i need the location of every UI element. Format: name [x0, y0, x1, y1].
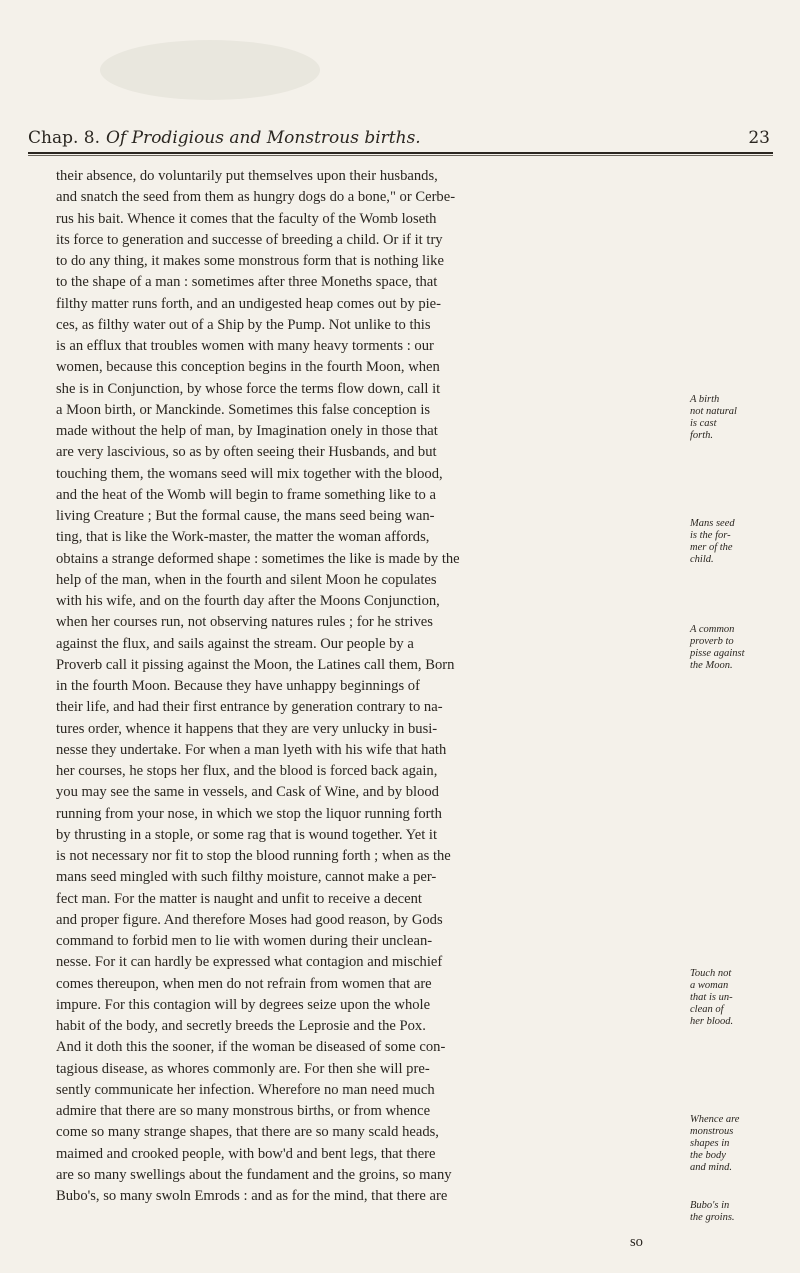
- body-line: ces, as filthy water out of a Ship by the Pump. Not unlike to this: [56, 316, 431, 333]
- body-line: living Creature ; But the formal cause, the mans seed being wan-: [56, 508, 435, 524]
- body-line: Proverb call it pissing against the Moon, the Latines call them, Born: [56, 656, 455, 673]
- body-line: Bubo's, so many swoln Emrods : and as for the mind, that there are: [56, 1188, 448, 1204]
- margin-note-line: the groins.: [690, 1212, 735, 1223]
- margin-note-proverb: [690, 624, 790, 672]
- body-line: touching them, the womans seed will mix together with the blood,: [56, 465, 443, 482]
- body-line: rus his bait. Whence it comes that the faculty of the Womb loseth: [56, 210, 437, 227]
- paper-stain: [100, 40, 320, 100]
- body-line: you may see the same in vessels, and Cask of Wine, and by blood: [56, 784, 439, 801]
- running-title: Of Prodigious and Monstrous births.: [106, 128, 421, 148]
- margin-note-bubo: [690, 1200, 790, 1224]
- margin-note-line: clean of: [690, 1004, 724, 1015]
- body-line: to do any thing, it makes some monstrous form that is nothing like: [56, 253, 444, 269]
- margin-note-line: child.: [690, 554, 714, 565]
- margin-note-line: is the for-: [690, 530, 731, 541]
- body-line: tagious disease, as whores commonly are. For then she will pre-: [56, 1060, 430, 1077]
- body-line: come so many strange shapes, that there are so many scald heads,: [56, 1124, 439, 1141]
- body-line: tures order, whence it happens that they are very unlucky in busi-: [56, 720, 438, 737]
- body-line: women, because this conception begins in the fourth Moon, when: [56, 359, 440, 376]
- header-rule: [28, 152, 773, 154]
- body-line: its force to generation and successe of breeding a child. Or if it try: [56, 231, 443, 248]
- margin-note-line: forth.: [690, 430, 714, 441]
- body-line: and the heat of the Womb will begin to frame something like to a: [56, 486, 436, 503]
- margin-note-touch: [690, 968, 790, 1028]
- margin-note-line: the body: [690, 1150, 726, 1161]
- margin-note-line: the Moon.: [690, 660, 733, 671]
- margin-note-birth: [690, 394, 790, 442]
- margin-note-line: her blood.: [690, 1016, 734, 1027]
- header-rule-thin: [28, 155, 773, 156]
- margin-note-line: A birth: [690, 394, 720, 405]
- body-line: mans seed mingled with such filthy moisture, cannot make a per-: [56, 869, 437, 886]
- margin-note-line: and mind.: [690, 1162, 732, 1173]
- body-line: help of the man, when in the fourth and silent Moon he copulates: [56, 571, 437, 588]
- body-line: by thrusting in a stople, or some rag that is wound together. Yet it: [56, 826, 438, 843]
- margin-note-line: pisse against: [690, 648, 745, 659]
- body-line: habit of the body, and secretly breeds the Leprosie and the Pox.: [56, 1018, 426, 1034]
- body-line: and snatch the seed from them as hungry dogs do a bone," or Cerbe-: [56, 189, 456, 206]
- body-line: ting, that is like the Work-master, the matter the woman affords,: [56, 529, 430, 546]
- body-line: nesse they undertake. For when a man lyeth with his wife that hath: [56, 741, 447, 758]
- body-line: her courses, he stops her flux, and the blood is forced back again,: [56, 763, 438, 779]
- body-line: obtains a strange deformed shape : sometimes the like is made by the: [56, 550, 460, 567]
- body-line: their absence, do voluntarily put themselves upon their husbands,: [56, 168, 438, 184]
- margin-note-line: that is un-: [690, 992, 733, 1003]
- body-line: comes thereupon, when men do not refrain from women that are: [56, 975, 432, 992]
- margin-note-line: proverb to: [690, 636, 734, 647]
- margin-note-line: Whence are: [690, 1114, 740, 1125]
- body-line: filthy matter runs forth, and an undigested heap comes out by pie-: [56, 295, 442, 312]
- margin-note-line: Touch not: [690, 968, 732, 979]
- body-line: command to forbid men to lie with women during their unclean-: [56, 933, 433, 949]
- body-line: are so many swellings about the fundament and the groins, so many: [56, 1166, 452, 1183]
- running-header: [28, 128, 770, 154]
- page-number: 23: [748, 128, 770, 148]
- body-line: maimed and crooked people, with bow'd and bent legs, that there: [56, 1145, 436, 1162]
- body-line: is an efflux that troubles women with many heavy torments : our: [56, 338, 434, 354]
- margin-note-line: Bubo's in: [690, 1200, 730, 1211]
- body-line: with his wife, and on the fourth day after the Moons Conjunction,: [56, 593, 440, 609]
- body-line: running from your nose, in which we stop the liquor running forth: [56, 805, 442, 822]
- body-line: fect man. For the matter is naught and unfit to receive a decent: [56, 890, 422, 907]
- margin-note-line: Mans seed: [690, 518, 735, 529]
- margin-note-seed: [690, 518, 790, 566]
- body-line: are very lascivious, so as by often seeing their Husbands, and but: [56, 444, 437, 461]
- margin-note-line: is cast: [690, 418, 717, 429]
- catchword: so: [630, 1234, 643, 1250]
- body-line: is not necessary nor fit to stop the blood running forth ; when as the: [56, 848, 451, 864]
- body-line: impure. For this contagion will by degrees seize upon the whole: [56, 996, 431, 1013]
- body-line: admire that there are so many monstrous births, or from whence: [56, 1103, 431, 1119]
- margin-note-line: shapes in: [690, 1138, 730, 1149]
- body-line: she is in Conjunction, by whose force the terms flow down, call it: [56, 380, 441, 397]
- body-line: to the shape of a man : sometimes after three Moneths space, that: [56, 274, 438, 291]
- margin-note-line: monstrous: [690, 1126, 734, 1137]
- body-text: [56, 166, 671, 1207]
- body-line: when her courses run, not observing natures rules ; for he strives: [56, 614, 433, 631]
- margin-note-line: mer of the: [690, 542, 733, 553]
- body-line: a Moon birth, or Manckinde. Sometimes this false conception is: [56, 401, 431, 418]
- margin-note-whence: [690, 1114, 790, 1174]
- body-line: sently communicate her infection. Wherefore no man need much: [56, 1081, 435, 1098]
- margin-note-line: not natural: [690, 406, 737, 417]
- body-line: their life, and had their first entrance by generation contrary to na-: [56, 699, 443, 716]
- margin-note-line: A common: [690, 624, 735, 635]
- body-line: made without the help of man, by Imagination onely in those that: [56, 423, 438, 439]
- body-line: against the flux, and sails against the stream. Our people by a: [56, 635, 414, 652]
- margin-note-line: a woman: [690, 980, 729, 991]
- body-line: and proper figure. And therefore Moses had good reason, by Gods: [56, 911, 443, 928]
- body-line: nesse. For it can hardly be expressed what contagion and mischief: [56, 954, 443, 971]
- body-line: in the fourth Moon. Because they have unhappy beginnings of: [56, 678, 420, 694]
- body-line: And it doth this the sooner, if the woman be diseased of some con-: [56, 1039, 446, 1056]
- chapter-label: Chap. 8.: [28, 128, 101, 148]
